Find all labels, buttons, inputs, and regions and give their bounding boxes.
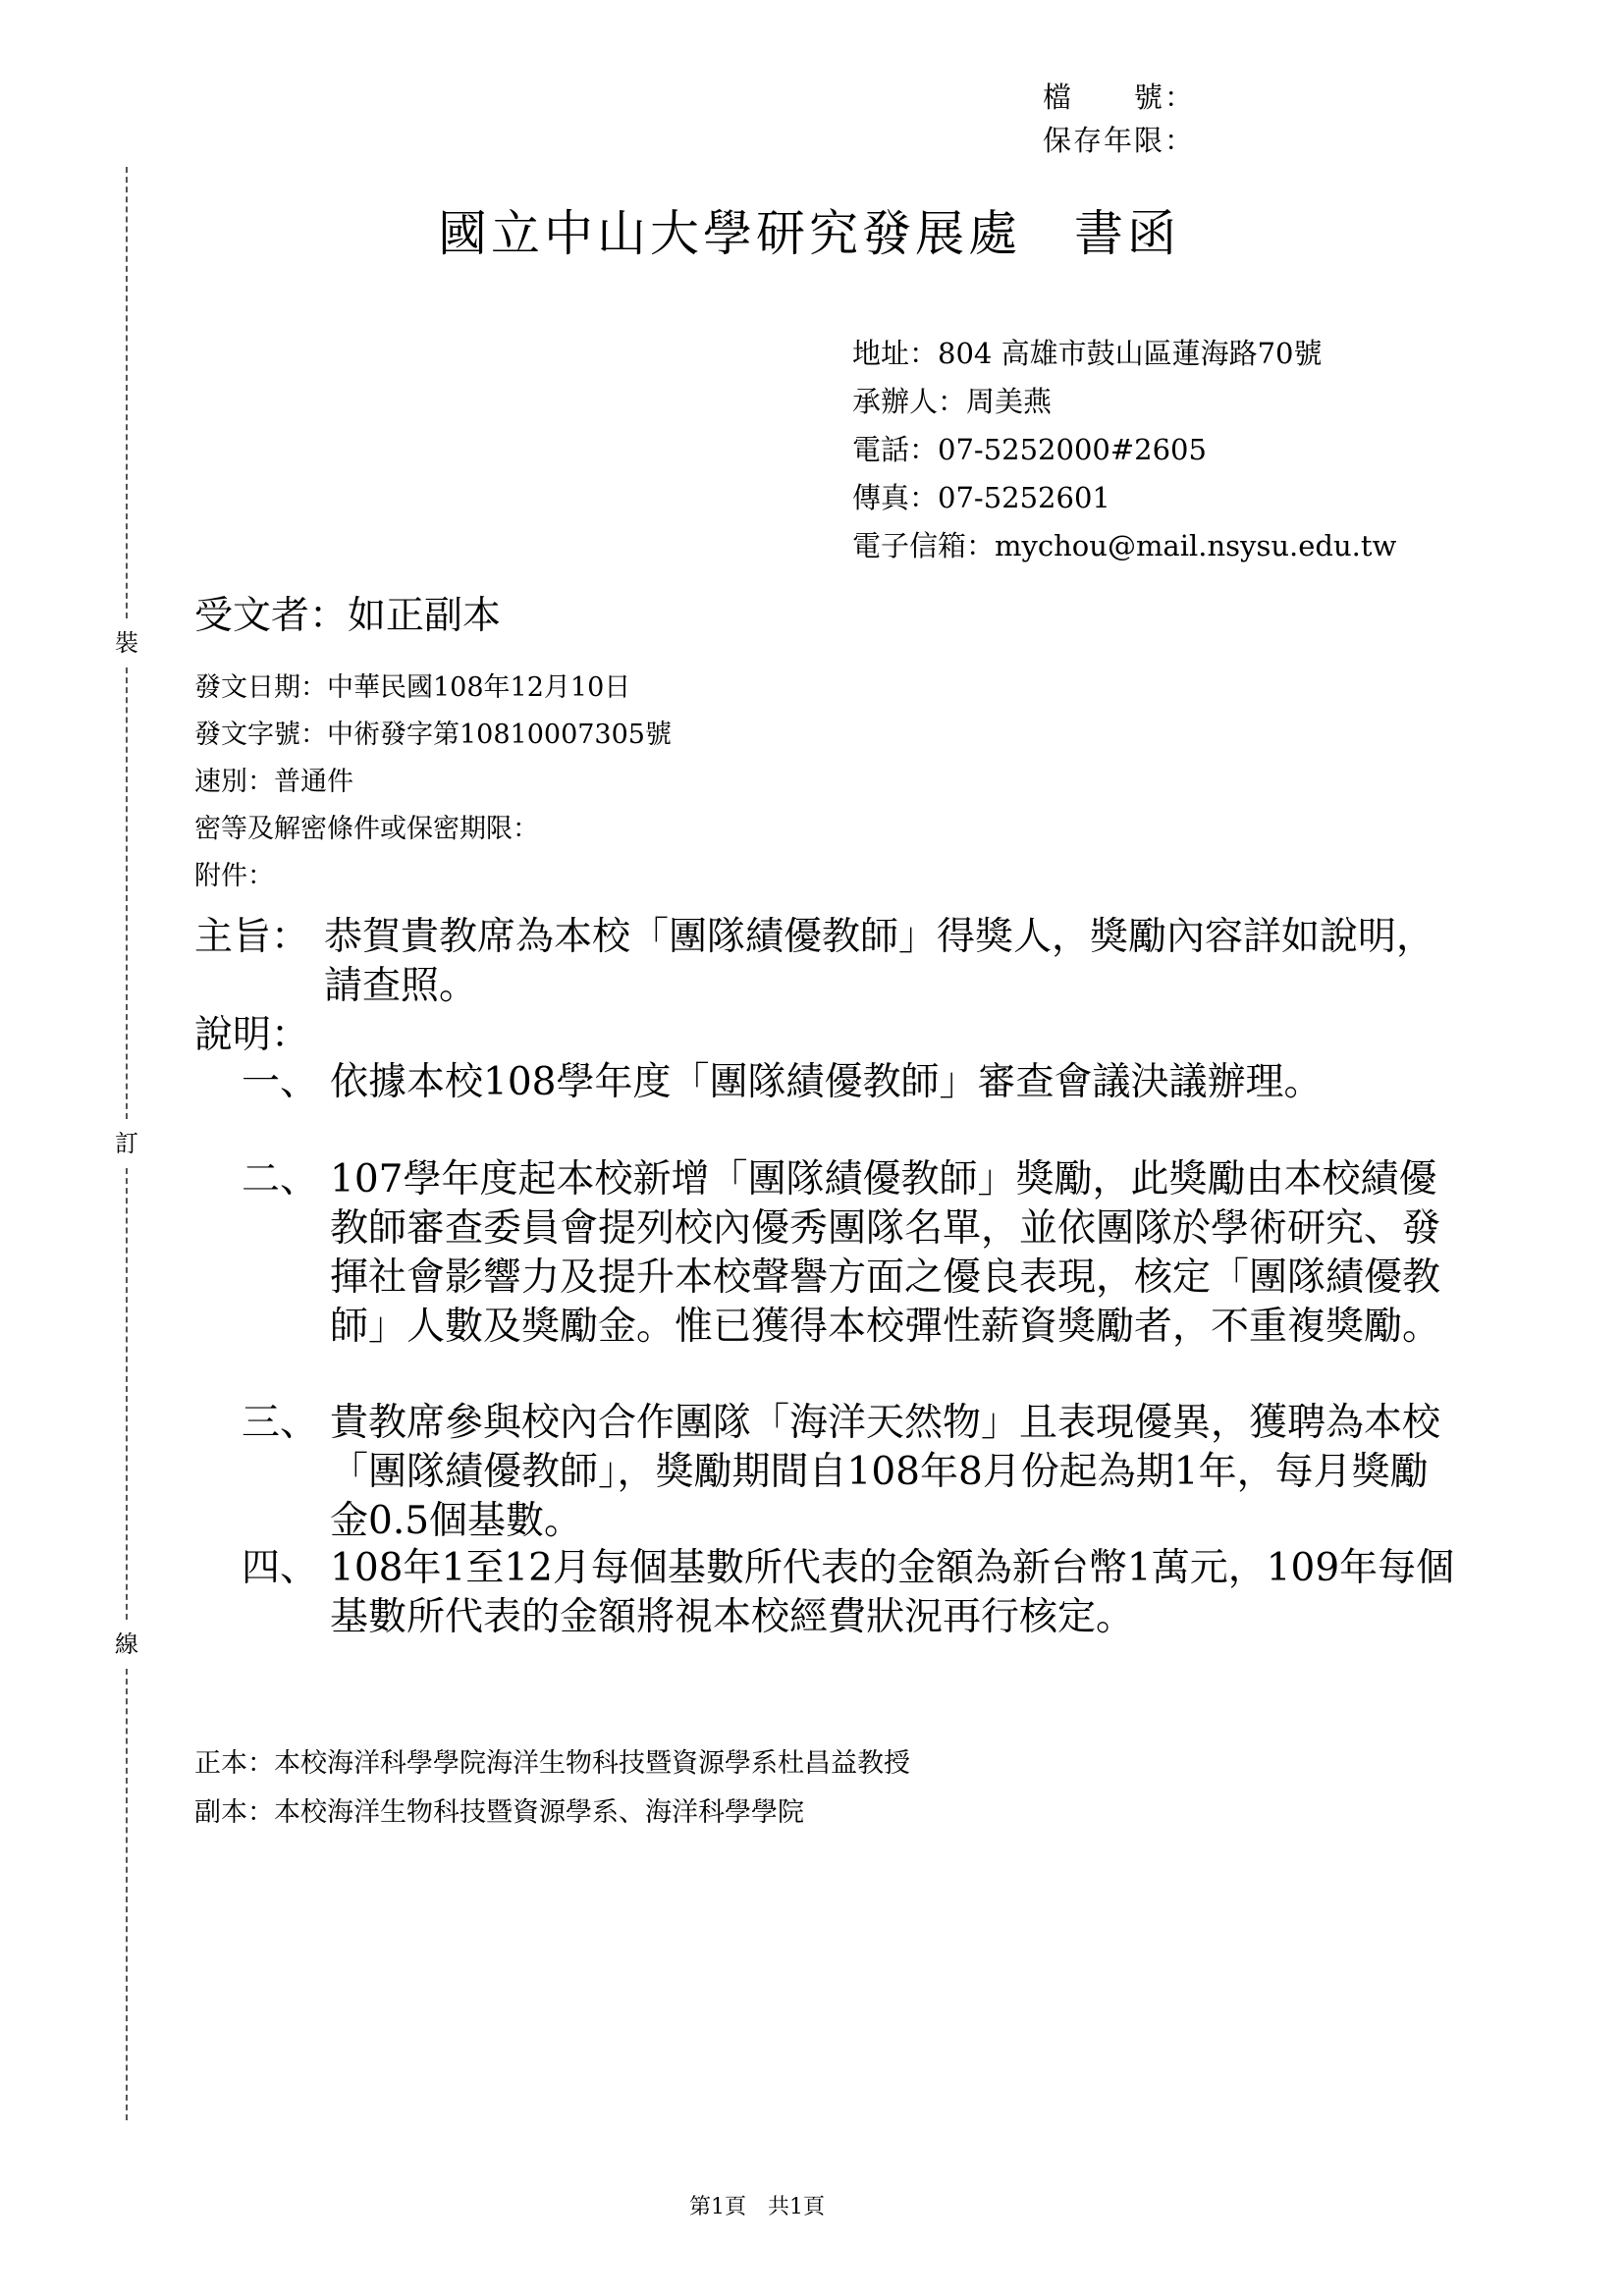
- distribution-block: [194, 1739, 910, 1838]
- item-number: 二、: [242, 1157, 319, 1201]
- issue-date: 發文日期：中華民國108年12月10日: [194, 672, 631, 703]
- binding-dash: [126, 1168, 128, 1620]
- binding-char-zhuang: 裝: [115, 629, 138, 657]
- email: 電子信箱：mychou@mail.nsysu.edu.tw: [852, 529, 1397, 562]
- document-title: 國立中山大學研究發展處 書函: [438, 205, 1180, 262]
- attachment: 附件：: [194, 861, 274, 891]
- copy-recipient: 副本：本校海洋生物科技暨資源學系、海洋科學學院: [194, 1797, 804, 1828]
- item-text: 107學年度起本校新增「團隊績優教師」獎勵，此獎勵由本校績優教師審查委員會提列校內優秀團隊名單，並依團隊於學術研究、發揮社會影響力及提升本校聲譽方面之優良表現，核定「團隊績優教師」人數及獎勵金。惟已獲得本校彈性薪資獎勵者，不重複獎勵。: [330, 1157, 1441, 1349]
- binding-dash: [126, 1669, 128, 2120]
- secrecy-level: 密等及解密條件或保密期限：: [194, 814, 539, 844]
- document-fields: [194, 665, 672, 900]
- item-text: 貴教席參與校內合作團隊「海洋天然物」且表現優異，獲聘為本校「團隊績優教師」，獎勵期間自108年8月份起為期1年，每月獎勵金0.5個基數。: [330, 1401, 1441, 1543]
- handler: 承辦人：周美燕: [852, 385, 1053, 418]
- subject-label: 主旨：: [194, 915, 310, 959]
- document-number: 發文字號：中術發字第10810007305號: [194, 720, 672, 750]
- binding-dash: [126, 667, 128, 1119]
- item-text: 依據本校108學年度「團隊績優教師」審查會議決議辦理。: [330, 1060, 1323, 1104]
- item-number: 四、: [242, 1546, 319, 1590]
- page-number: 第1頁 共1頁: [689, 2195, 825, 2219]
- recipient: 受文者：如正副本: [194, 594, 502, 638]
- speed-category: 速別：普通件: [194, 767, 353, 797]
- retention-period-label: 保存年限：: [1043, 124, 1196, 157]
- main-recipient: 正本：本校海洋科學學院海洋生物科技暨資源學系杜昌益教授: [194, 1748, 910, 1779]
- item-text: 108年1至12月每個基數所代表的金額為新台幣1萬元，109年每個基數所代表的金額將視本校經費狀況再行核定。: [330, 1546, 1455, 1639]
- binding-char-xian: 線: [115, 1630, 138, 1658]
- address: 地址：804 高雄市鼓山區蓮海路70號: [852, 337, 1323, 370]
- binding-line: [116, 167, 137, 2120]
- item-number: 三、: [242, 1401, 319, 1445]
- phone: 電話：07-5252000#2605: [852, 433, 1207, 466]
- contact-block: [852, 330, 1396, 570]
- binding-char-ding: 訂: [115, 1130, 138, 1157]
- file-number-label: 檔 號：: [1043, 80, 1196, 114]
- item-number: 一、: [242, 1060, 319, 1104]
- explanation-label: 說明：: [194, 1013, 310, 1057]
- fax: 傳真：07-5252601: [852, 481, 1110, 514]
- binding-dash: [126, 167, 128, 618]
- subject-text: 恭賀貴教席為本校「團隊績優教師」得獎人，獎勵內容詳如說明，請查照。: [324, 915, 1435, 1008]
